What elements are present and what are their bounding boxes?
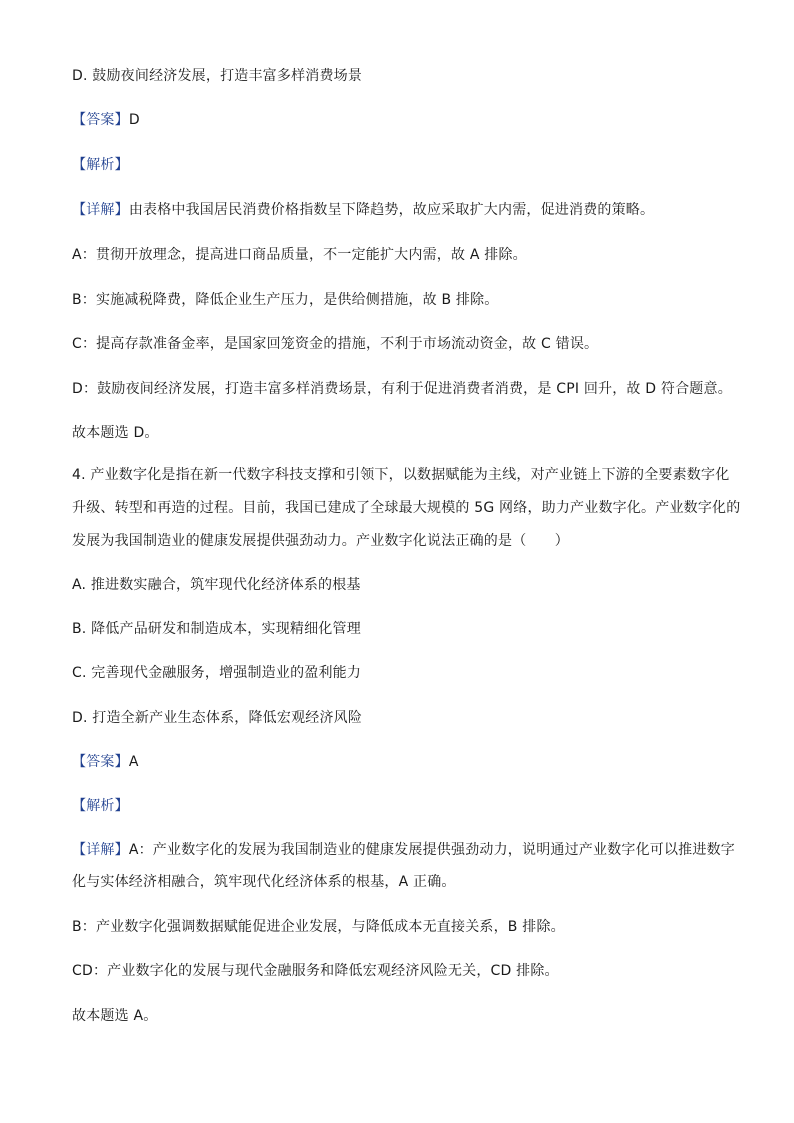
conclusion-q3: 故本题选 D。 bbox=[72, 425, 159, 441]
detail-text: A：产业数字化的发展为我国制造业的健康发展提供强劲动力，说明通过产业数字化可以推进数字 bbox=[128, 842, 735, 858]
answer-line-q3 bbox=[72, 110, 732, 130]
explanation-b: B：实施减税降费，降低企业生产压力，是供给侧措施，故 B 排除。 bbox=[72, 292, 499, 308]
question4-option-c: C. 完善现代金融服务，增强制造业的盈利能力 bbox=[72, 665, 362, 681]
answer-label: 【答案】 bbox=[72, 754, 129, 770]
analysis-label: 【解析】 bbox=[72, 798, 129, 814]
answer-value: A bbox=[128, 754, 139, 770]
option-d-text: D. 鼓励夜间经济发展，打造丰富多样消费场景 bbox=[72, 68, 363, 84]
detail-line1-q4 bbox=[72, 840, 735, 860]
analysis-label: 【解析】 bbox=[72, 157, 129, 173]
question4-option-d: D. 打造全新产业生态体系，降低宏观经济风险 bbox=[72, 710, 363, 726]
conclusion-q4: 故本题选 A。 bbox=[72, 1008, 158, 1024]
question4-stem-line2: 升级、转型和再造的过程。目前，我国已建成了全球最大规模的 5G 网络，助力产业数字化。产业数字化的 bbox=[72, 500, 741, 516]
detail-text: 由表格中我国居民消费价格指数呈下降趋势，故应采取扩大内需，促进消费的策略。 bbox=[128, 202, 655, 218]
answer-label: 【答案】 bbox=[72, 112, 129, 128]
answer-line-q4 bbox=[72, 752, 732, 772]
question4-option-b: B. 降低产品研发和制造成本，实现精细化管理 bbox=[72, 621, 361, 637]
explanation-c: C：提高存款准备金率，是国家回笼资金的措施，不利于市场流动资金，故 C 错误。 bbox=[72, 336, 599, 352]
detail-label: 【详解】 bbox=[72, 842, 129, 858]
explanation-cd-q4: CD：产业数字化的发展与现代金融服务和降低宏观经济风险无关，CD 排除。 bbox=[72, 963, 559, 979]
explanation-b-q4: B：产业数字化强调数据赋能促进企业发展，与降低成本无直接关系，B 排除。 bbox=[72, 919, 565, 935]
explanation-d: D：鼓励夜间经济发展，打造丰富多样消费场景，有利于促进消费者消费，是 CPI 回升，故 D 符合题意。 bbox=[72, 381, 732, 397]
question4-stem-line1: 4. 产业数字化是指在新一代数字科技支撑和引领下，以数据赋能为主线，对产业链上下游的全要素数字化 bbox=[72, 467, 730, 483]
explanation-a: A：贯彻开放理念，提高进口商品质量，不一定能扩大内需，故 A 排除。 bbox=[72, 247, 527, 263]
analysis-heading-q4 bbox=[72, 796, 732, 816]
detail-label: 【详解】 bbox=[72, 202, 129, 218]
question4-option-a: A. 推进数实融合，筑牢现代化经济体系的根基 bbox=[72, 577, 361, 593]
question4-stem-line3: 发展为我国制造业的健康发展提供强劲动力。产业数字化说法正确的是（ ） bbox=[72, 533, 569, 549]
detail-line2-q4: 化与实体经济相融合，筑牢现代化经济体系的根基，A 正确。 bbox=[72, 874, 456, 890]
answer-value: D bbox=[128, 112, 140, 128]
detail-line-q3 bbox=[72, 200, 732, 220]
analysis-heading-q3 bbox=[72, 155, 732, 175]
